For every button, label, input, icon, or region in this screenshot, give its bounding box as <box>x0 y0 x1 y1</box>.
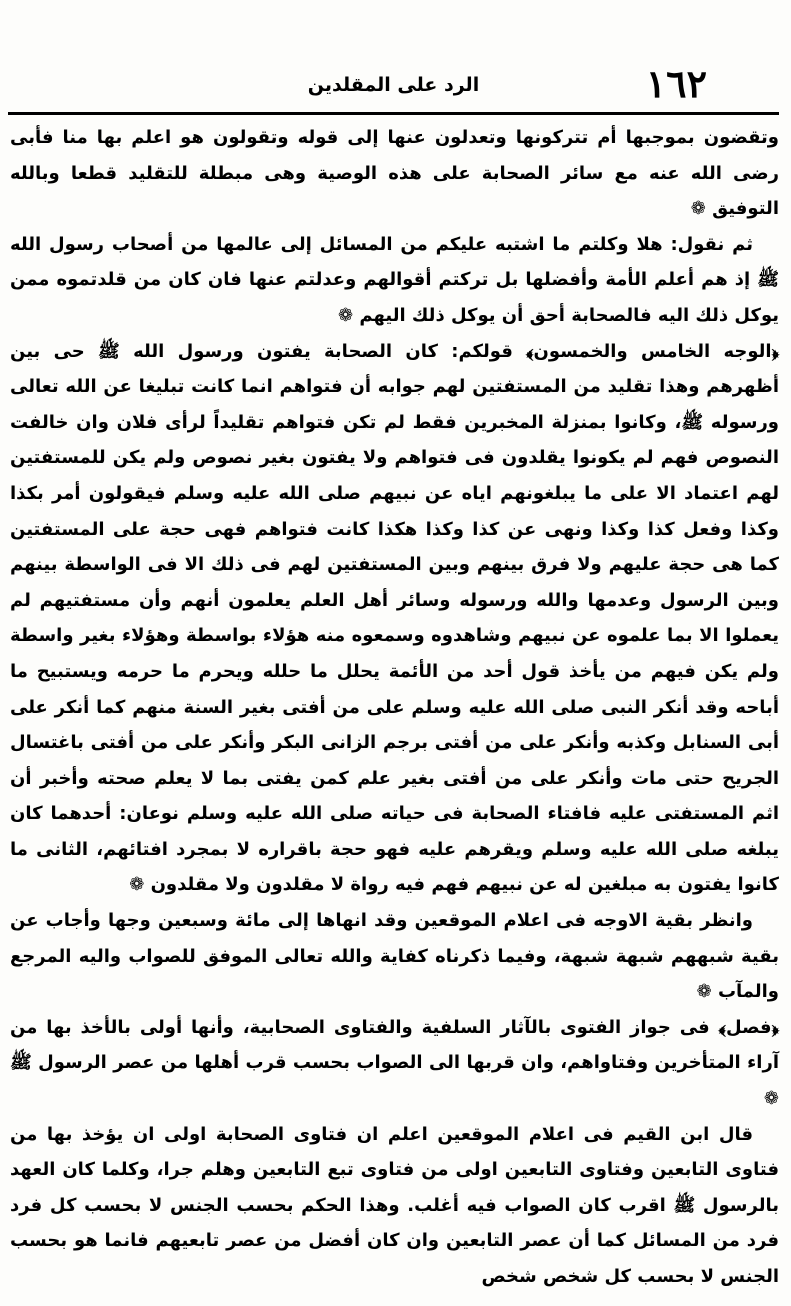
paragraph-1: وتقضون بموجبها أم تتركونها وتعدلون عنها إلى قوله وتقولون هو اعلم بها منا فأبى رضى الله عنه مع سائر الصحابة على هذه الوصية وهى مبطلة للتقليد قطعا وبالله التوفيق ❁ <box>10 127 779 220</box>
paragraph-6: قال ابن القيم فى اعلام الموقعين اعلم ان فتاوى الصحابة اولى ان يؤخذ بها من فتاوى التابعين وفتاوى التابعين اولى من فتاوى تبع التابعين وهلم جرا، وكلما كان العهد بالرسول ﷺ اقرب كان الصواب فيه أغلب. وهذا الحكم بحسب الجنس لا بحسب كل فرد فرد من المسائل كما أن عصر التابعين وان كان أفضل من عصر تابعيهم فانما هو بحسب الجنس لا بحسب كل شخص شخص <box>10 1123 779 1287</box>
page-header <box>8 60 779 110</box>
main-text <box>10 120 779 1295</box>
paragraph-2: ثم نقول: هلا وكلتم ما اشتبه عليكم من المسائل إلى عالمها من أصحاب رسول الله ﷺ إذ هم أعلم الأمة وأفضلها بل تركتم أقوالهم وعدلتم عنها فان كان من قلدتموه ممن يوكل ذلك اليه فالصحابة أحق أن يوكل ذلك اليهم ❁ <box>10 233 779 326</box>
header-divider <box>8 112 779 115</box>
paragraph-5: ﴿فصل﴾ فى جواز الفتوى بالآثار السلفية والفتاوى الصحابية، وأنها أولى بالأخذ بها من آراء المتأخرين وفتاواهم، وان قربها الى الصواب بحسب قرب أهلها من عصر الرسول ﷺ ❁ <box>10 1016 779 1110</box>
page-number: ١٦٢ <box>645 61 707 106</box>
paragraph-3: ﴿الوجه الخامس والخمسون﴾ قولكم: كان الصحابة يفتون ورسول الله ﷺ حى بين أظهرهم وهذا تقليد من المستفتين لهم جوابه أن فتواهم انما كانت تبليغا عن الله تعالى ورسوله ﷺ، وكانوا بمنزلة المخبرين فقط لم تكن فتواهم تقليداً لرأى فلان وان خالفت النصوص فهم لم يكونوا يقلدون فى فتواهم ولا يفتون بغير نصوص ولم يكن للمستفتين لهم اعتماد الا على ما يبلغونهم اياه عن نبيهم صلى الله عليه وسلم فيقولون أمر بكذا وكذا وفعل كذا وكذا ونهى عن كذا وكذا هكذا كانت فتواهم فهى حجة على المستفتين كما هى حجة عليهم ولا فرق بينهم وبين المستفتين لهم فى ذلك الا فى الواسطة بينهم وبين الرسول وعدمها والله ورسوله وسائر أهل العلم يعلمون أنهم وأن مستفتيهم لم يعملوا الا بما علموه عن نبيهم وشاهدوه وسمعوه منه هؤلاء بواسطة وهؤلاء بغير واسطة ولم يكن فيهم من يأخذ قول أحد من الأئمة يحلل ما حلله ويحرم ما حرمه ويستبيح ما أباحه وقد أنكر النبى صلى الله عليه وسلم على من أفتى بغير السنة منهم كما أنكر على أبى السنابل وكذبه وأنكر على من أفتى برجم الزانى البكر وأنكر على من أفتى باغتسال الجريح حتى مات وأنكر على من أفتى بغير علم كمن يفتى بما لا يعلم صحته وأخبر أن اثم المستفتى عليه فافتاء الصحابة فى حياته صلى الله عليه وسلم نوعان: أحدهما كان يبلغه صلى الله عليه وسلم ويقرهم عليه فهو حجة باقراره لا بمجرد افتائهم، الثانى ما كانوا يفتون به مبلغين له عن نبيهم فهم فيه رواة لا مقلدون ولا مقلدون ❁ <box>10 340 779 896</box>
running-title: الرد على المقلدين <box>307 74 480 96</box>
paragraph-4: وانظر بقية الاوجه فى اعلام الموقعين وقد انهاها إلى مائة وسبعين وجها وأجاب عن بقية شبههم شبهة شبهة، وفيما ذكرناه كفاية والله تعالى الموفق للصواب واليه المرجع والمآب ❁ <box>10 910 779 1003</box>
